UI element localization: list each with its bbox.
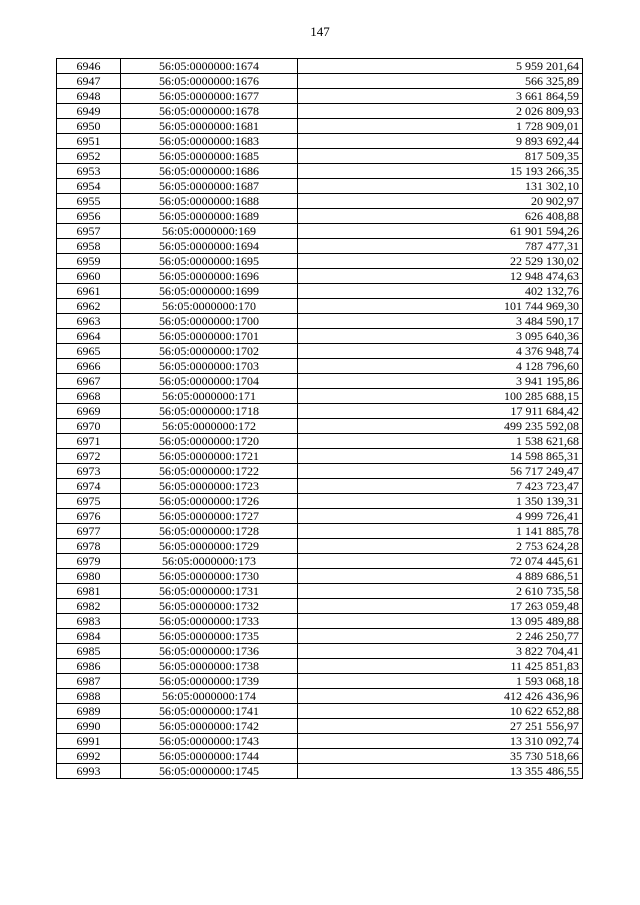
cadastral-value-cell: 14 598 865,31 (298, 449, 583, 464)
cadastral-number-cell: 56:05:0000000:1722 (121, 464, 298, 479)
table-row (57, 374, 583, 389)
row-number-cell: 6985 (57, 644, 121, 659)
row-number-cell: 6987 (57, 674, 121, 689)
cadastral-number-cell: 56:05:0000000:1674 (121, 59, 298, 74)
table-row (57, 314, 583, 329)
page-number: 147 (310, 24, 330, 39)
cadastral-value-cell: 1 728 909,01 (298, 119, 583, 134)
cadastral-number-cell: 56:05:0000000:1723 (121, 479, 298, 494)
row-number-cell: 6956 (57, 209, 121, 224)
cadastral-value-cell: 13 355 486,55 (298, 764, 583, 779)
row-number-cell: 6972 (57, 449, 121, 464)
cadastral-number-cell: 56:05:0000000:1720 (121, 434, 298, 449)
table-row (57, 479, 583, 494)
row-number-cell: 6971 (57, 434, 121, 449)
cadastral-number-cell: 56:05:0000000:1681 (121, 119, 298, 134)
cadastral-number-cell: 56:05:0000000:1729 (121, 539, 298, 554)
table-row (57, 434, 583, 449)
cadastral-number-cell: 56:05:0000000:1676 (121, 74, 298, 89)
table-row (57, 299, 583, 314)
row-number-cell: 6962 (57, 299, 121, 314)
table-row (57, 419, 583, 434)
row-number-cell: 6948 (57, 89, 121, 104)
row-number-cell: 6973 (57, 464, 121, 479)
cadastral-number-cell: 56:05:0000000:1694 (121, 239, 298, 254)
table-row (57, 764, 583, 779)
row-number-cell: 6952 (57, 149, 121, 164)
table-row (57, 269, 583, 284)
cadastral-value-cell: 22 529 130,02 (298, 254, 583, 269)
table-row (57, 239, 583, 254)
table-row (57, 329, 583, 344)
row-number-cell: 6988 (57, 689, 121, 704)
cadastral-number-cell: 56:05:0000000:1699 (121, 284, 298, 299)
cadastral-value-cell: 7 423 723,47 (298, 479, 583, 494)
table-row (57, 89, 583, 104)
cadastral-number-cell: 56:05:0000000:1721 (121, 449, 298, 464)
table-row (57, 554, 583, 569)
table-row (57, 599, 583, 614)
cadastral-number-cell: 56:05:0000000:173 (121, 554, 298, 569)
row-number-cell: 6959 (57, 254, 121, 269)
cadastral-value-cell: 566 325,89 (298, 74, 583, 89)
cadastral-value-cell: 11 425 851,83 (298, 659, 583, 674)
table-row (57, 254, 583, 269)
cadastral-number-cell: 56:05:0000000:1677 (121, 89, 298, 104)
table-row (57, 224, 583, 239)
cadastral-number-cell: 56:05:0000000:1696 (121, 269, 298, 284)
row-number-cell: 6980 (57, 569, 121, 584)
cadastral-number-cell: 56:05:0000000:1704 (121, 374, 298, 389)
cadastral-number-cell: 56:05:0000000:1733 (121, 614, 298, 629)
cadastral-value-cell: 2 026 809,93 (298, 104, 583, 119)
table-row (57, 134, 583, 149)
row-number-cell: 6977 (57, 524, 121, 539)
row-number-cell: 6991 (57, 734, 121, 749)
cadastral-value-cell: 2 753 624,28 (298, 539, 583, 554)
row-number-cell: 6982 (57, 599, 121, 614)
row-number-cell: 6950 (57, 119, 121, 134)
cadastral-number-cell: 56:05:0000000:1732 (121, 599, 298, 614)
row-number-cell: 6975 (57, 494, 121, 509)
cadastral-value-cell: 4 376 948,74 (298, 344, 583, 359)
row-number-cell: 6993 (57, 764, 121, 779)
row-number-cell: 6951 (57, 134, 121, 149)
table-row (57, 659, 583, 674)
cadastral-number-cell: 56:05:0000000:1703 (121, 359, 298, 374)
table-row (57, 629, 583, 644)
row-number-cell: 6968 (57, 389, 121, 404)
table-row (57, 539, 583, 554)
cadastral-value-cell: 10 622 652,88 (298, 704, 583, 719)
cadastral-value-cell: 3 822 704,41 (298, 644, 583, 659)
table-row (57, 464, 583, 479)
cadastral-number-cell: 56:05:0000000:1745 (121, 764, 298, 779)
cadastral-number-cell: 56:05:0000000:174 (121, 689, 298, 704)
table-row (57, 284, 583, 299)
table-row (57, 164, 583, 179)
cadastral-value-cell: 1 350 139,31 (298, 494, 583, 509)
row-number-cell: 6967 (57, 374, 121, 389)
row-number-cell: 6949 (57, 104, 121, 119)
cadastral-number-cell: 56:05:0000000:1741 (121, 704, 298, 719)
cadastral-value-cell: 101 744 969,30 (298, 299, 583, 314)
cadastral-number-cell: 56:05:0000000:1685 (121, 149, 298, 164)
cadastral-number-cell: 56:05:0000000:1678 (121, 104, 298, 119)
cadastral-value-cell: 817 509,35 (298, 149, 583, 164)
cadastral-value-cell: 2 246 250,77 (298, 629, 583, 644)
table-row (57, 194, 583, 209)
table-row (57, 704, 583, 719)
row-number-cell: 6986 (57, 659, 121, 674)
row-number-cell: 6990 (57, 719, 121, 734)
cadastral-number-cell: 56:05:0000000:1702 (121, 344, 298, 359)
cadastral-value-cell: 3 941 195,86 (298, 374, 583, 389)
row-number-cell: 6954 (57, 179, 121, 194)
table-row (57, 584, 583, 599)
row-number-cell: 6957 (57, 224, 121, 239)
cadastral-value-cell: 20 902,97 (298, 194, 583, 209)
cadastral-value-cell: 1 593 068,18 (298, 674, 583, 689)
cadastral-number-cell: 56:05:0000000:1728 (121, 524, 298, 539)
cadastral-number-cell: 56:05:0000000:1718 (121, 404, 298, 419)
cadastral-number-cell: 56:05:0000000:1730 (121, 569, 298, 584)
cadastral-number-cell: 56:05:0000000:1742 (121, 719, 298, 734)
cadastral-value-cell: 13 095 489,88 (298, 614, 583, 629)
table-row (57, 749, 583, 764)
table-body (57, 59, 583, 779)
cadastral-value-cell: 17 911 684,42 (298, 404, 583, 419)
cadastral-number-cell: 56:05:0000000:1743 (121, 734, 298, 749)
row-number-cell: 6992 (57, 749, 121, 764)
row-number-cell: 6970 (57, 419, 121, 434)
cadastral-number-cell: 56:05:0000000:1689 (121, 209, 298, 224)
table-row (57, 404, 583, 419)
row-number-cell: 6961 (57, 284, 121, 299)
cadastral-value-cell: 626 408,88 (298, 209, 583, 224)
cadastral-value-cell: 3 661 864,59 (298, 89, 583, 104)
row-number-cell: 6955 (57, 194, 121, 209)
table-row (57, 509, 583, 524)
cadastral-value-cell: 13 310 092,74 (298, 734, 583, 749)
cadastral-value-cell: 402 132,76 (298, 284, 583, 299)
cadastral-number-cell: 56:05:0000000:1688 (121, 194, 298, 209)
table-row (57, 104, 583, 119)
cadastral-value-cell: 100 285 688,15 (298, 389, 583, 404)
cadastral-value-cell: 499 235 592,08 (298, 419, 583, 434)
cadastral-number-cell: 56:05:0000000:1695 (121, 254, 298, 269)
cadastral-value-cell: 787 477,31 (298, 239, 583, 254)
cadastral-value-cell: 3 484 590,17 (298, 314, 583, 329)
table-row (57, 209, 583, 224)
cadastral-number-cell: 56:05:0000000:1701 (121, 329, 298, 344)
cadastral-value-cell: 35 730 518,66 (298, 749, 583, 764)
table-row (57, 179, 583, 194)
cadastral-value-cell: 131 302,10 (298, 179, 583, 194)
row-number-cell: 6960 (57, 269, 121, 284)
row-number-cell: 6983 (57, 614, 121, 629)
table-row (57, 719, 583, 734)
cadastral-number-cell: 56:05:0000000:1738 (121, 659, 298, 674)
cadastral-value-table (56, 58, 583, 779)
cadastral-number-cell: 56:05:0000000:1744 (121, 749, 298, 764)
cadastral-number-cell: 56:05:0000000:171 (121, 389, 298, 404)
table-row (57, 494, 583, 509)
cadastral-number-cell: 56:05:0000000:170 (121, 299, 298, 314)
row-number-cell: 6958 (57, 239, 121, 254)
table-row (57, 74, 583, 89)
cadastral-number-cell: 56:05:0000000:1739 (121, 674, 298, 689)
cadastral-value-cell: 3 095 640,36 (298, 329, 583, 344)
table-row (57, 644, 583, 659)
table-row (57, 569, 583, 584)
cadastral-number-cell: 56:05:0000000:1731 (121, 584, 298, 599)
row-number-cell: 6981 (57, 584, 121, 599)
cadastral-number-cell: 56:05:0000000:1687 (121, 179, 298, 194)
cadastral-value-cell: 9 893 692,44 (298, 134, 583, 149)
table-row (57, 734, 583, 749)
cadastral-number-cell: 56:05:0000000:1735 (121, 629, 298, 644)
table-row (57, 689, 583, 704)
cadastral-value-cell: 4 999 726,41 (298, 509, 583, 524)
cadastral-value-cell: 15 193 266,35 (298, 164, 583, 179)
row-number-cell: 6965 (57, 344, 121, 359)
cadastral-value-cell: 412 426 436,96 (298, 689, 583, 704)
cadastral-number-cell: 56:05:0000000:169 (121, 224, 298, 239)
row-number-cell: 6969 (57, 404, 121, 419)
cadastral-value-cell: 1 538 621,68 (298, 434, 583, 449)
table-row (57, 149, 583, 164)
cadastral-number-cell: 56:05:0000000:1686 (121, 164, 298, 179)
table-row (57, 449, 583, 464)
cadastral-value-cell: 61 901 594,26 (298, 224, 583, 239)
cadastral-number-cell: 56:05:0000000:172 (121, 419, 298, 434)
cadastral-number-cell: 56:05:0000000:1726 (121, 494, 298, 509)
table-row (57, 614, 583, 629)
cadastral-value-cell: 56 717 249,47 (298, 464, 583, 479)
cadastral-number-cell: 56:05:0000000:1727 (121, 509, 298, 524)
row-number-cell: 6976 (57, 509, 121, 524)
row-number-cell: 6946 (57, 59, 121, 74)
table-row (57, 119, 583, 134)
cadastral-value-cell: 5 959 201,64 (298, 59, 583, 74)
cadastral-value-cell: 2 610 735,58 (298, 584, 583, 599)
table-row (57, 344, 583, 359)
table-row (57, 389, 583, 404)
table-row (57, 359, 583, 374)
table-row (57, 524, 583, 539)
cadastral-value-cell: 4 128 796,60 (298, 359, 583, 374)
row-number-cell: 6979 (57, 554, 121, 569)
row-number-cell: 6989 (57, 704, 121, 719)
cadastral-number-cell: 56:05:0000000:1700 (121, 314, 298, 329)
cadastral-value-cell: 17 263 059,48 (298, 599, 583, 614)
cadastral-value-cell: 4 889 686,51 (298, 569, 583, 584)
cadastral-number-cell: 56:05:0000000:1683 (121, 134, 298, 149)
row-number-cell: 6984 (57, 629, 121, 644)
row-number-cell: 6947 (57, 74, 121, 89)
cadastral-value-cell: 27 251 556,97 (298, 719, 583, 734)
cadastral-value-cell: 1 141 885,78 (298, 524, 583, 539)
row-number-cell: 6964 (57, 329, 121, 344)
cadastral-value-cell: 12 948 474,63 (298, 269, 583, 284)
row-number-cell: 6974 (57, 479, 121, 494)
cadastral-value-cell: 72 074 445,61 (298, 554, 583, 569)
row-number-cell: 6966 (57, 359, 121, 374)
row-number-cell: 6978 (57, 539, 121, 554)
row-number-cell: 6963 (57, 314, 121, 329)
cadastral-number-cell: 56:05:0000000:1736 (121, 644, 298, 659)
table-row (57, 674, 583, 689)
table-row (57, 59, 583, 74)
row-number-cell: 6953 (57, 164, 121, 179)
